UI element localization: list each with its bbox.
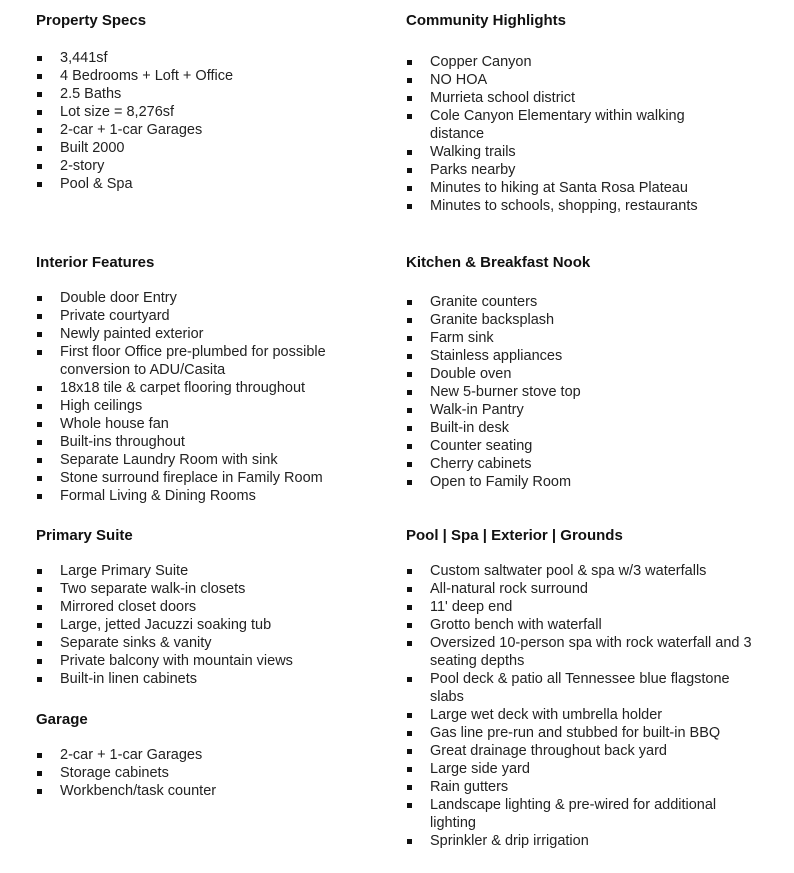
list-item: 2-car + 1-car Garages [36, 746, 366, 764]
list-item: All-natural rock surround [406, 580, 766, 598]
list-item: Large wet deck with umbrella holder [406, 706, 766, 724]
bullet-list [36, 289, 371, 505]
list-item: Double door Entry [36, 289, 371, 307]
list-item: Built-in linen cabinets [36, 670, 371, 688]
list-item: 11' deep end [406, 598, 766, 616]
list-item: Cherry cabinets [406, 455, 736, 473]
list-item: Counter seating [406, 437, 736, 455]
bullet-list [36, 562, 371, 688]
list-item: Built-in desk [406, 419, 736, 437]
list-item: Formal Living & Dining Rooms [36, 487, 371, 505]
section-title: Primary Suite [36, 527, 133, 544]
section-community-highlights [406, 12, 736, 215]
bullet-list [36, 746, 366, 800]
section-title: Community Highlights [406, 12, 566, 29]
list-item: Large side yard [406, 760, 766, 778]
list-item: Granite backsplash [406, 311, 736, 329]
list-item: Granite counters [406, 293, 736, 311]
list-item: Double oven [406, 365, 736, 383]
list-item: 2-car + 1-car Garages [36, 121, 366, 139]
section-kitchen [406, 254, 736, 491]
list-item: Great drainage throughout back yard [406, 742, 766, 760]
list-item: Stone surround fireplace in Family Room [36, 469, 371, 487]
list-item: Built 2000 [36, 139, 366, 157]
list-item: Rain gutters [406, 778, 766, 796]
section-property-specs [36, 12, 366, 193]
list-item: 3,441sf [36, 49, 366, 67]
list-item: Large, jetted Jacuzzi soaking tub [36, 616, 371, 634]
list-item: Built-ins throughout [36, 433, 371, 451]
list-item: Murrieta school district [406, 89, 736, 107]
list-item: Separate sinks & vanity [36, 634, 371, 652]
list-item: Pool & Spa [36, 175, 366, 193]
section-interior-features [36, 254, 371, 505]
list-item: Two separate walk-in closets [36, 580, 371, 598]
list-item: Whole house fan [36, 415, 371, 433]
list-item: Open to Family Room [406, 473, 736, 491]
bullet-list [406, 562, 766, 850]
list-item: Landscape lighting & pre-wired for additional lighting [406, 796, 766, 832]
list-item: Pool deck & patio all Tennessee blue flagstone slabs [406, 670, 766, 706]
list-item: Newly painted exterior [36, 325, 371, 343]
bullet-list [406, 53, 736, 215]
list-item: Mirrored closet doors [36, 598, 371, 616]
list-item: Separate Laundry Room with sink [36, 451, 371, 469]
list-item: Oversized 10-person spa with rock waterfall and 3 seating depths [406, 634, 766, 670]
section-title: Interior Features [36, 254, 155, 271]
section-title: Garage [36, 711, 88, 728]
list-item: Workbench/task counter [36, 782, 366, 800]
section-primary-suite [36, 527, 371, 688]
section-title: Property Specs [36, 12, 147, 29]
section-title: Pool | Spa | Exterior | Grounds [406, 527, 623, 544]
list-item: Gas line pre-run and stubbed for built-in BBQ [406, 724, 766, 742]
list-item: Stainless appliances [406, 347, 736, 365]
list-item: Private balcony with mountain views [36, 652, 371, 670]
list-item: Private courtyard [36, 307, 371, 325]
bullet-list [36, 49, 366, 193]
section-pool-spa-exterior [406, 527, 766, 850]
list-item: Minutes to schools, shopping, restaurants [406, 197, 736, 215]
list-item: Walking trails [406, 143, 736, 161]
list-item: NO HOA [406, 71, 736, 89]
list-item: 2.5 Baths [36, 85, 366, 103]
section-title: Kitchen & Breakfast Nook [406, 254, 591, 271]
list-item: Cole Canyon Elementary within walking distance [406, 107, 736, 143]
list-item: 4 Bedrooms + Loft + Office [36, 67, 366, 85]
list-item: High ceilings [36, 397, 371, 415]
list-item: New 5-burner stove top [406, 383, 736, 401]
section-garage [36, 711, 366, 800]
list-item: Minutes to hiking at Santa Rosa Plateau [406, 179, 736, 197]
list-item: Parks nearby [406, 161, 736, 179]
list-item: Large Primary Suite [36, 562, 371, 580]
list-item: 2-story [36, 157, 366, 175]
list-item: Sprinkler & drip irrigation [406, 832, 766, 850]
list-item: Grotto bench with waterfall [406, 616, 766, 634]
list-item: Storage cabinets [36, 764, 366, 782]
list-item: Farm sink [406, 329, 736, 347]
list-item: Lot size = 8,276sf [36, 103, 366, 121]
list-item: First floor Office pre-plumbed for possible conversion to ADU/Casita [36, 343, 371, 379]
list-item: Custom saltwater pool & spa w/3 waterfalls [406, 562, 766, 580]
list-item: Walk-in Pantry [406, 401, 736, 419]
bullet-list [406, 293, 736, 491]
list-item: 18x18 tile & carpet flooring throughout [36, 379, 371, 397]
list-item: Copper Canyon [406, 53, 736, 71]
